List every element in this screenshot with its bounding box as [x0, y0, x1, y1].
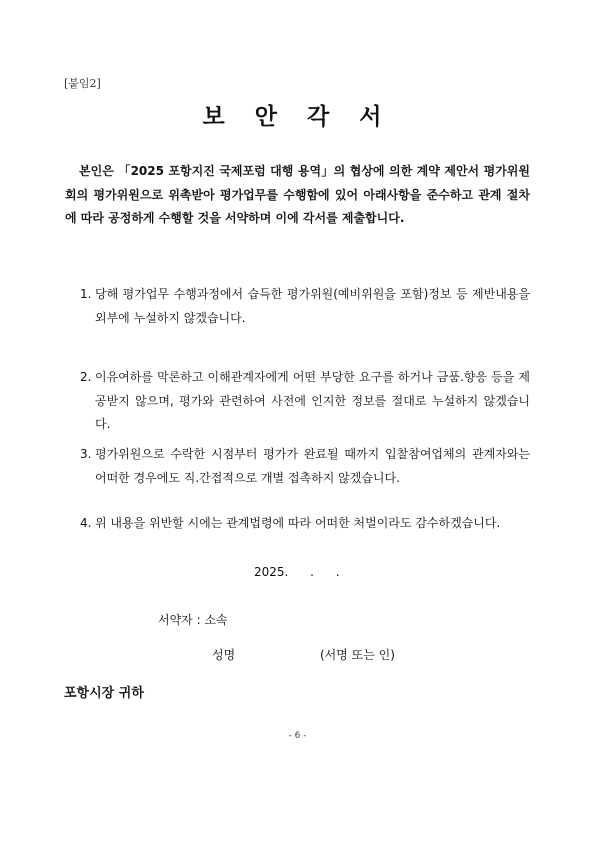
pledge-item-4 — [80, 512, 530, 536]
pledge-item-number: 1. — [80, 287, 92, 301]
page-number: - 6 - — [288, 731, 307, 741]
pledge-item-text: 평가위원으로 수락한 시점부터 평가가 완료될 때까지 입찰참여업체의 관계자와는 어떠한 경우에도 직.간접적으로 개별 접촉하지 않겠습니다. — [95, 447, 530, 485]
signer-name-label: 성명 — [212, 648, 236, 662]
pledge-item-number: 4. — [80, 516, 92, 530]
attachment-label: [붙임2] — [64, 77, 101, 90]
signature-note: (서명 또는 인) — [320, 648, 395, 662]
addressee: 포항시장 귀하 — [64, 686, 144, 701]
pledge-item-2 — [80, 366, 530, 437]
signer-affiliation-label: 서약자 : 소속 — [158, 613, 228, 627]
intro-paragraph: 본인은 「2025 포항지진 국제포럼 대행 용역」의 협상에 의한 계약 제안서 평가위원회의 평가위원으로 위촉받아 평가업무를 수행함에 있어 아래사항을 준수하고 관계 절차에 따라 공정하게 수행할 것을 서약하며 이에 각서를 제출합니다. — [65, 164, 530, 225]
document-title: 보 안 각 서 — [202, 104, 393, 130]
pledge-item-3 — [80, 443, 530, 490]
pledge-item-text: 당해 평가업무 수행과정에서 습득한 평가위원(예비위원을 포함)정보 등 제반내용을 외부에 누설하지 않겠습니다. — [95, 287, 530, 325]
pledge-item-1 — [80, 283, 530, 330]
date-line: 2025. . . — [254, 565, 340, 579]
pledge-item-text: 이유여하를 막론하고 이해관계자에게 어떤 부당한 요구를 하거나 금품.향응 등을 제공받지 않으며, 평가와 관련하여 사전에 인지한 정보를 절대로 누설하지 않겠습니다. — [95, 370, 530, 431]
pledge-item-number: 3. — [80, 447, 92, 461]
pledge-item-number: 2. — [80, 370, 92, 384]
pledge-item-text: 위 내용을 위반할 시에는 관계법령에 따라 어떠한 처벌이라도 감수하겠습니다. — [95, 516, 501, 530]
